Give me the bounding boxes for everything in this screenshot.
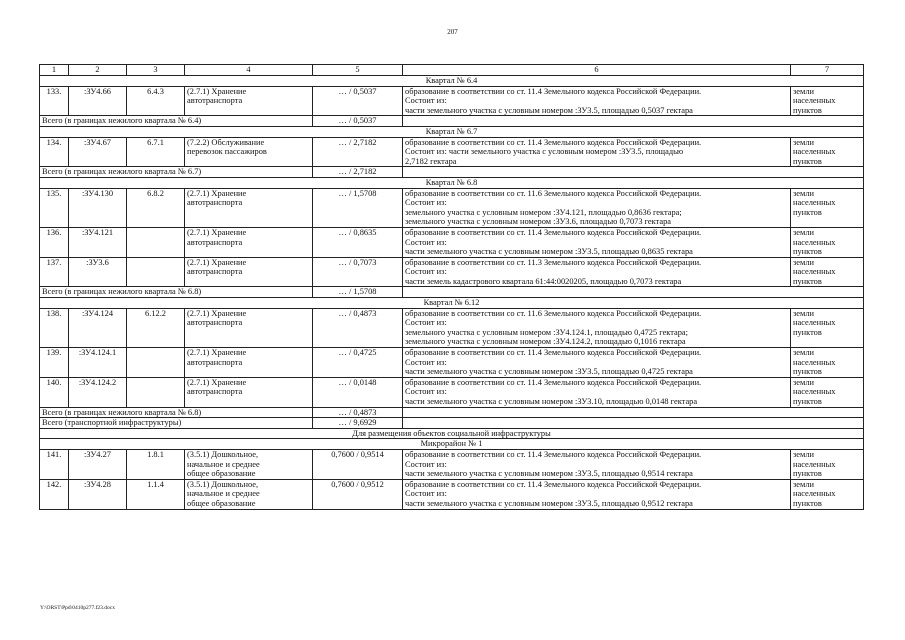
permitted-use-line: (2.7.1) Хранение (187, 227, 247, 237)
total-label: Всего (транспортной инфраструктуры) (40, 418, 313, 429)
column-header-row (40, 65, 864, 76)
permitted-use-line: автотранспорта (187, 96, 243, 106)
land-category-line: пунктов (793, 498, 822, 508)
total-row (40, 287, 864, 298)
formation-description-line: земельного участка с условным номером :ЗУ3.6, площадью 0,7073 гектара (405, 217, 671, 227)
zone-number: 1.8.1 (127, 449, 185, 479)
formation-description-line: Состоит из: (405, 318, 447, 328)
table-row (40, 137, 864, 167)
plot-area: … / 0,7073 (313, 257, 403, 287)
land-category-line: пунктов (793, 397, 822, 406)
table-row (40, 188, 864, 227)
zone-number: 6.4.3 (127, 86, 185, 116)
row-number: 135. (40, 188, 69, 227)
zone-number: 6.7.1 (127, 137, 185, 167)
land-category (791, 308, 864, 347)
plot-area: … / 0,4873 (313, 308, 403, 347)
total-value: … / 2,7182 (313, 167, 403, 178)
column-header: 1 (40, 65, 69, 76)
land-category-line: земли (793, 137, 814, 147)
table-row (40, 308, 864, 347)
permitted-use-line: (2.7.1) Хранение (187, 348, 247, 358)
permitted-use-line: автотранспорта (187, 267, 243, 277)
land-category-line: пунктов (793, 327, 822, 337)
total-value: … / 0,4873 (313, 407, 403, 418)
land-category-line: населенных (793, 198, 836, 208)
total-row (40, 167, 864, 178)
land-category (791, 227, 864, 257)
plot-area: 0,7600 / 0,9514 (313, 449, 403, 479)
formation-description-line: образование в соответствии со ст. 11.3 Земельного кодекса Российской Федерации. (405, 257, 702, 267)
formation-description (403, 308, 791, 347)
section-heading-row (40, 76, 864, 87)
section-heading: Микрорайон № 1 (40, 439, 864, 450)
total-empty (403, 407, 864, 418)
formation-description-line: Состоит из: (405, 96, 447, 106)
formation-description (403, 348, 791, 378)
permitted-use-line: автотранспорта (187, 237, 243, 247)
permitted-use (185, 348, 313, 378)
land-category-line: земли (793, 377, 814, 387)
permitted-use-line: общее образование (187, 469, 256, 479)
permitted-use-line: (2.7.1) Хранение (187, 257, 247, 267)
plot-area: … / 0,4725 (313, 348, 403, 378)
table-row (40, 257, 864, 287)
plot-code: :ЗУ4.66 (69, 86, 127, 116)
page-number: 207 (447, 28, 458, 36)
plot-code: :ЗУ4.124 (69, 308, 127, 347)
section-heading-row (40, 439, 864, 450)
land-category-line: населенных (793, 318, 836, 328)
column-header: 7 (791, 65, 864, 76)
permitted-use-line: автотранспорта (187, 198, 243, 208)
file-path: Y:\ORST\Ppd\0410p277.f23.docx (40, 605, 115, 611)
land-category-line: населенных (793, 237, 836, 247)
total-label: Всего (в границах нежилого квартала № 6.8) (40, 407, 313, 418)
formation-description-line: части земельного участка с условным номером :ЗУ3.5, площадью 0,8635 гектара (405, 247, 693, 257)
total-label: Всего (в границах нежилого квартала № 6.8) (40, 287, 313, 298)
land-category-line: земли (793, 257, 814, 267)
land-category (791, 449, 864, 479)
formation-description-line: образование в соответствии со ст. 11.4 Земельного кодекса Российской Федерации. (405, 479, 702, 489)
formation-description (403, 377, 791, 407)
permitted-use (185, 137, 313, 167)
formation-description-line: части земельного участка с условным номером :ЗУ3.5, площадью 0,9512 гектара (405, 498, 693, 508)
permitted-use (185, 86, 313, 116)
section-heading: Квартал № 6.7 (40, 126, 864, 137)
table-row (40, 348, 864, 378)
land-category-line: земли (793, 227, 814, 237)
formation-description-line: Состоит из: (405, 489, 447, 499)
table-row (40, 86, 864, 116)
total-label: Всего (в границах нежилого квартала № 6.4) (40, 116, 313, 127)
land-category-line: пунктов (793, 247, 822, 257)
column-header: 4 (185, 65, 313, 76)
land-category (791, 86, 864, 116)
plot-area: … / 2,7182 (313, 137, 403, 167)
permitted-use-line: автотранспорта (187, 387, 243, 397)
permitted-use-line: начальное и среднее (187, 489, 260, 499)
column-header: 3 (127, 65, 185, 76)
formation-description-line: земельного участка с условным номером :ЗУ4.121, площадью 0,8636 гектара; (405, 207, 682, 217)
land-category (791, 257, 864, 287)
formation-description-line: Состоит из: (405, 387, 447, 397)
permitted-use-line: перевозок пассажиров (187, 147, 267, 157)
formation-description (403, 86, 791, 116)
zone-number (127, 377, 185, 407)
zone-number: 6.12.2 (127, 308, 185, 347)
permitted-use (185, 449, 313, 479)
formation-description-line: Состоит из: (405, 237, 447, 247)
zone-number (127, 348, 185, 378)
total-value: … / 0,5037 (313, 116, 403, 127)
total-row (40, 407, 864, 418)
section-heading-row (40, 298, 864, 309)
column-header: 2 (69, 65, 127, 76)
total-empty (403, 116, 864, 127)
land-category-line: пунктов (793, 105, 822, 115)
plot-code: :ЗУ4.67 (69, 137, 127, 167)
formation-description-line: образование в соответствии со ст. 11.4 Земельного кодекса Российской Федерации. (405, 137, 702, 147)
land-category-line: населенных (793, 459, 836, 469)
total-value: … / 1,5708 (313, 287, 403, 298)
table-row (40, 479, 864, 509)
land-plots-table (39, 64, 864, 510)
land-category-line: населенных (793, 96, 836, 106)
land-category-line: пунктов (793, 207, 822, 217)
table-row (40, 377, 864, 407)
formation-description-line: части земельного участка с условным номером :ЗУ3.5, площадью 0,4725 гектара (405, 367, 693, 377)
column-header: 5 (313, 65, 403, 76)
row-number: 134. (40, 137, 69, 167)
section-heading: Квартал № 6.4 (40, 76, 864, 87)
row-number: 139. (40, 348, 69, 378)
row-number: 140. (40, 377, 69, 407)
permitted-use-line: (3.5.1) Дошкольное, (187, 479, 259, 489)
total-row (40, 418, 864, 429)
formation-description-line: образование в соответствии со ст. 11.6 Земельного кодекса Российской Федерации. (405, 308, 702, 318)
formation-description-line: образование в соответствии со ст. 11.6 Земельного кодекса Российской Федерации. (405, 188, 702, 198)
permitted-use (185, 227, 313, 257)
section-heading: Квартал № 6.8 (40, 177, 864, 188)
total-row (40, 116, 864, 127)
table-row (40, 449, 864, 479)
formation-description-line: земельного участка с условным номером :ЗУ4.124.1, площадью 0,4725 гектара; (405, 327, 688, 337)
permitted-use (185, 308, 313, 347)
zone-number: 6.8.2 (127, 188, 185, 227)
land-category-line: пунктов (793, 367, 822, 377)
formation-description-line: Состоит из: (405, 267, 447, 277)
total-empty (403, 167, 864, 178)
land-category-line: населенных (793, 267, 836, 277)
land-category (791, 188, 864, 227)
formation-description-line: Состоит из: (405, 198, 447, 208)
total-empty (403, 418, 864, 429)
plot-area: … / 0,5037 (313, 86, 403, 116)
land-category (791, 479, 864, 509)
formation-description (403, 257, 791, 287)
permitted-use-line: автотранспорта (187, 357, 243, 367)
land-category-line: населенных (793, 357, 836, 367)
permitted-use (185, 479, 313, 509)
land-category (791, 348, 864, 378)
section-heading-row (40, 177, 864, 188)
plot-code: :ЗУ4.121 (69, 227, 127, 257)
permitted-use-line: автотранспорта (187, 318, 243, 328)
zone-number (127, 257, 185, 287)
permitted-use-line: общее образование (187, 498, 256, 508)
formation-description-line: Состоит из: (405, 459, 447, 469)
land-category-line: земли (793, 188, 814, 198)
total-value: … / 9,6929 (313, 418, 403, 429)
formation-description-line: части земельного участка с условным номером :ЗУ3.5, площадью 0,5037 гектара (405, 105, 693, 115)
permitted-use-line: (2.7.1) Хранение (187, 308, 247, 318)
formation-description-line: образование в соответствии со ст. 11.4 Земельного кодекса Российской Федерации. (405, 348, 702, 358)
plot-code: :ЗУ4.124.1 (69, 348, 127, 378)
land-category-line: земли (793, 449, 814, 459)
plot-area: … / 0,8635 (313, 227, 403, 257)
section-heading: Для размещения объектов социальной инфраструктуры (40, 428, 864, 439)
permitted-use-line: (7.2.2) Обслуживание (187, 137, 265, 147)
permitted-use (185, 377, 313, 407)
formation-description-line: части земельного участка с условным номером :ЗУ3.10, площадью 0,0148 гектара (405, 397, 698, 406)
formation-description (403, 227, 791, 257)
plot-code: :ЗУ3.6 (69, 257, 127, 287)
formation-description-line: части земель кадастрового квартала 61:44:0020205, площадью 0,7073 гектара (405, 276, 682, 286)
plot-code: :ЗУ4.27 (69, 449, 127, 479)
row-number: 138. (40, 308, 69, 347)
formation-description (403, 188, 791, 227)
formation-description-line: Состоит из: части земельного участка с условным номером :ЗУ3.5, площадью (405, 147, 684, 157)
land-category-line: населенных (793, 147, 836, 157)
permitted-use-line: начальное и среднее (187, 459, 260, 469)
land-category-line: земли (793, 86, 814, 96)
permitted-use (185, 188, 313, 227)
formation-description-line: Состоит из: (405, 357, 447, 367)
land-category-line: земли (793, 308, 814, 318)
formation-description-line: образование в соответствии со ст. 11.4 Земельного кодекса Российской Федерации. (405, 86, 702, 96)
land-category-line: земли (793, 479, 814, 489)
permitted-use-line: (2.7.1) Хранение (187, 188, 247, 198)
section-heading-row (40, 126, 864, 137)
land-category-line: земли (793, 348, 814, 358)
plot-area: 0,7600 / 0,9512 (313, 479, 403, 509)
plot-code: :ЗУ4.130 (69, 188, 127, 227)
zone-number (127, 227, 185, 257)
row-number: 141. (40, 449, 69, 479)
row-number: 136. (40, 227, 69, 257)
row-number: 142. (40, 479, 69, 509)
zone-number: 1.1.4 (127, 479, 185, 509)
plot-code: :ЗУ4.124.2 (69, 377, 127, 407)
plot-area: … / 0,0148 (313, 377, 403, 407)
permitted-use-line: (2.7.1) Хранение (187, 377, 247, 387)
permitted-use-line: (3.5.1) Дошкольное, (187, 449, 259, 459)
formation-description-line: части земельного участка с условным номером :ЗУ3.5, площадью 0,9514 гектара (405, 469, 693, 479)
land-category (791, 137, 864, 167)
formation-description-line: образование в соответствии со ст. 11.4 Земельного кодекса Российской Федерации. (405, 227, 702, 237)
table-body (40, 65, 864, 510)
formation-description (403, 449, 791, 479)
plot-area: … / 1,5708 (313, 188, 403, 227)
land-category-line: населенных (793, 489, 836, 499)
land-category (791, 377, 864, 407)
column-header: 6 (403, 65, 791, 76)
land-category-line: населенных (793, 387, 836, 397)
formation-description-line: земельного участка с условным номером :ЗУ4.124.2, площадью 0,1016 гектара (405, 337, 686, 347)
permitted-use-line: (2.7.1) Хранение (187, 86, 247, 96)
plot-code: :ЗУ4.28 (69, 479, 127, 509)
land-category-line: пунктов (793, 469, 822, 479)
formation-description-line: образование в соответствии со ст. 11.4 Земельного кодекса Российской Федерации. (405, 377, 702, 387)
section-heading-row (40, 428, 864, 439)
formation-description (403, 479, 791, 509)
section-heading: Квартал № 6.12 (40, 298, 864, 309)
formation-description-line: 2,7182 гектара (405, 156, 457, 166)
table-row (40, 227, 864, 257)
formation-description (403, 137, 791, 167)
row-number: 133. (40, 86, 69, 116)
land-category-line: пунктов (793, 276, 822, 286)
row-number: 137. (40, 257, 69, 287)
total-label: Всего (в границах нежилого квартала № 6.7) (40, 167, 313, 178)
land-category-line: пунктов (793, 156, 822, 166)
total-empty (403, 287, 864, 298)
formation-description-line: образование в соответствии со ст. 11.4 Земельного кодекса Российской Федерации. (405, 449, 702, 459)
permitted-use (185, 257, 313, 287)
